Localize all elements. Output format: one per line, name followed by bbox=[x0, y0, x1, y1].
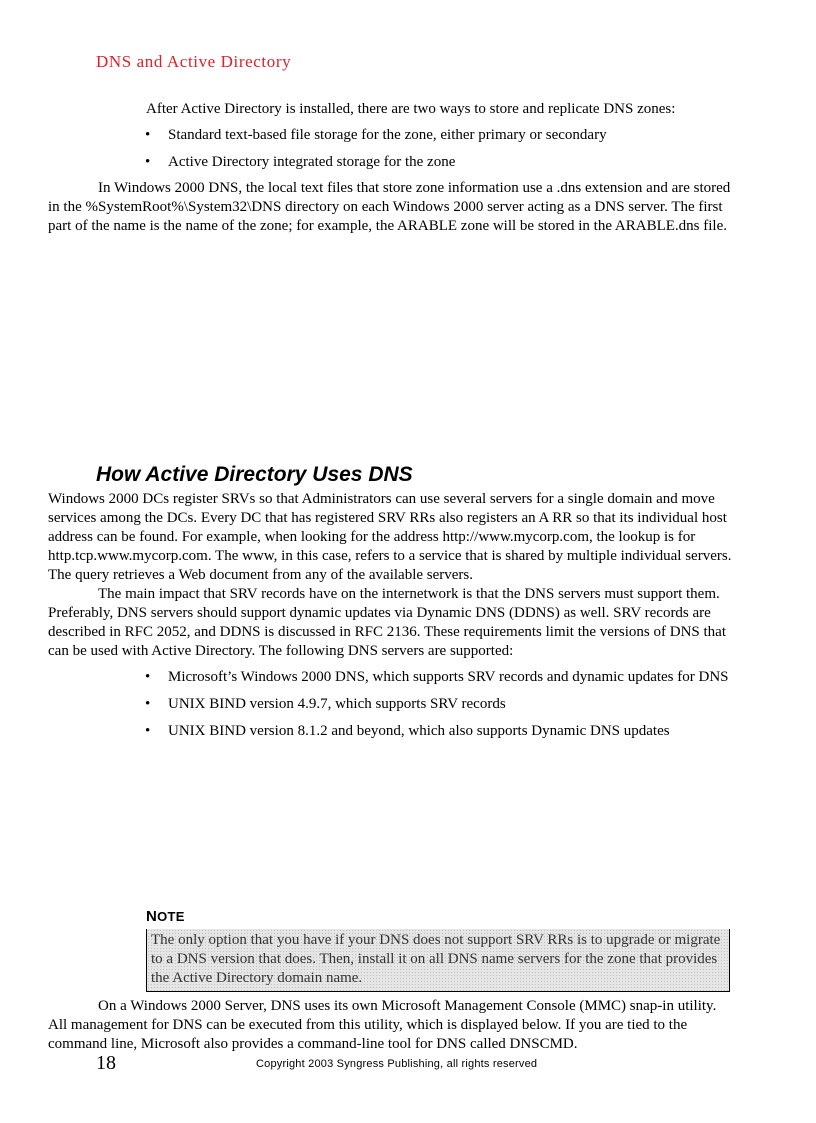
bullet-icon: • bbox=[145, 723, 151, 739]
note-label-initial: N bbox=[146, 908, 158, 925]
section-body bbox=[48, 490, 736, 741]
bullet-icon: • bbox=[145, 696, 151, 712]
note-box: The only option that you have if your DNS does not support SRV RRs is to upgrade or migrate to a DNS version that does. Then, install it on all DNS name servers for the zone that provides the Active Directory domain name. bbox=[146, 929, 730, 992]
list-item-text: UNIX BIND version 4.9.7, which supports SRV records bbox=[168, 696, 506, 712]
list-item-text: Microsoft’s Windows 2000 DNS, which supports SRV records and dynamic updates for DNS bbox=[168, 669, 729, 685]
bullet-icon: • bbox=[145, 669, 151, 685]
list-item-text: UNIX BIND version 8.1.2 and beyond, which also supports Dynamic DNS updates bbox=[168, 723, 670, 739]
srv-registration-paragraph: Windows 2000 DCs register SRVs so that Administrators can use several servers for a single domain and move services among the DCs. Every DC that has registered SRV RRs also registers an A RR so that its individual host address can be found. For example, when looking for the address http://www.mycorp.com, the lookup is for http.tcp.www.mycorp.com. The www, in this case, refers to a service that is shared by multiple individual servers. The query retrieves a Web document from any of the available servers. bbox=[48, 491, 732, 583]
running-header-title: DNS and Active Directory bbox=[96, 52, 292, 71]
intro-lead-paragraph: After Active Directory is installed, there are two ways to store and replicate DNS zones: bbox=[146, 101, 676, 117]
bullet-icon: • bbox=[145, 127, 151, 143]
copyright-notice: Copyright 2003 Syngress Publishing, all rights reserved bbox=[256, 1058, 538, 1070]
list-item bbox=[96, 668, 736, 687]
mmc-paragraph: On a Windows 2000 Server, DNS uses its own Microsoft Management Console (MMC) snap-in utility. All management for DNS can be executed from this utility, which is displayed below. If you are tied to the command line, Microsoft also provides a command-line tool for DNS called DNSCMD. bbox=[48, 998, 717, 1052]
list-item-text: Standard text-based file storage for the zone, either primary or secondary bbox=[168, 127, 607, 143]
section-heading: How Active Directory Uses DNS bbox=[96, 463, 413, 486]
page-number: 18 bbox=[96, 1052, 116, 1074]
intro-section bbox=[48, 100, 736, 236]
mmc-section bbox=[48, 997, 736, 1054]
note-label-rest: OTE bbox=[157, 909, 185, 924]
bullet-icon: • bbox=[145, 154, 151, 170]
intro-dns-files-paragraph: In Windows 2000 DNS, the local text files that store zone information use a .dns extension and are stored in the %SystemRoot%\System32\DNS directory on each Windows 2000 server acting as a DNS server. The first part of the name is the name of the zone; for example, the ARABLE zone will be stored in the ARABLE.dns file. bbox=[48, 180, 731, 234]
list-item bbox=[96, 126, 736, 145]
list-item bbox=[96, 153, 736, 172]
srv-requirements-paragraph: The main impact that SRV records have on the internetwork is that the DNS servers must support them. Preferably, DNS servers should support dynamic updates via Dynamic DNS (DDNS) as well. SRV records are described in RFC 2052, and DDNS is discussed in RFC 2136. These requirements limit the versions of DNS that can be used with Active Directory. The following DNS servers are supported: bbox=[48, 586, 727, 659]
intro-bullet-list bbox=[96, 126, 736, 172]
list-item bbox=[96, 722, 736, 741]
note-label bbox=[146, 908, 185, 925]
supported-servers-list bbox=[96, 668, 736, 741]
list-item bbox=[96, 695, 736, 714]
list-item-text: Active Directory integrated storage for the zone bbox=[168, 154, 456, 170]
